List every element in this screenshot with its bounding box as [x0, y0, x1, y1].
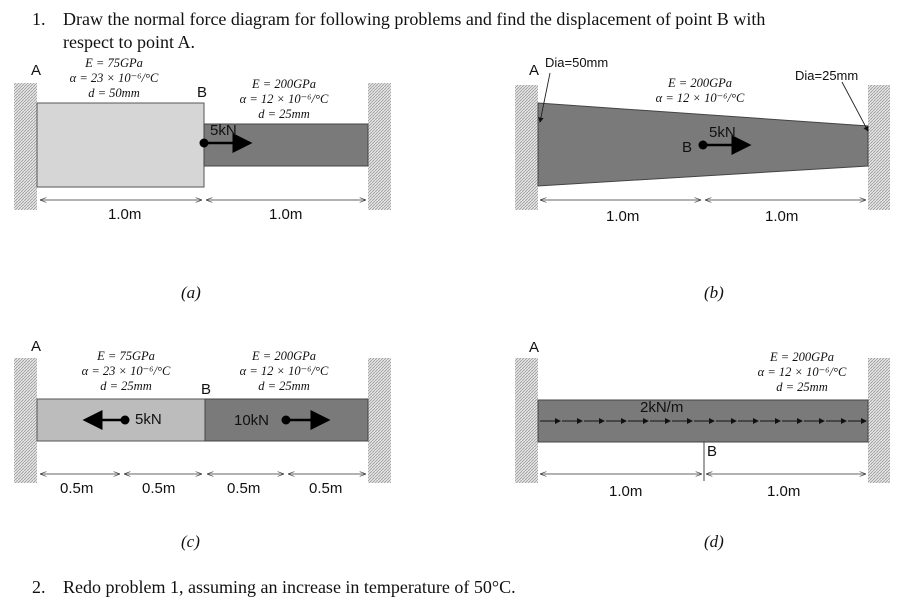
modulus: E = 200GPa	[252, 77, 316, 91]
force-label: 5kN	[709, 124, 736, 141]
expansion-coefficient: α = 23 × 10⁻⁶/°C	[81, 364, 171, 378]
modulus: E = 75GPa	[97, 349, 155, 363]
dim-label: 1.0m	[765, 208, 799, 225]
material-left-props	[54, 56, 174, 101]
wall-right	[868, 85, 890, 210]
dim-label: 1.0m	[767, 483, 801, 500]
diameter: d = 25mm	[258, 107, 310, 121]
material-right-props	[224, 349, 344, 394]
expansion-coefficient: α = 12 × 10⁻⁶/°C	[655, 91, 745, 105]
expansion-coefficient: α = 12 × 10⁻⁶/°C	[757, 365, 847, 379]
dim-label: 1.0m	[269, 206, 303, 223]
problem-2-text: Redo problem 1, assuming an increase in temperature of 50°C.	[63, 577, 516, 597]
force-left-label: 5kN	[135, 411, 162, 428]
modulus: E = 75GPa	[85, 56, 143, 70]
wall-right	[368, 358, 391, 483]
problem-1-line-1: Draw the normal force diagram for following problems and find the displacement of point B with	[63, 9, 766, 29]
problem-1-number: 1.	[32, 9, 46, 29]
diameter: d = 50mm	[88, 86, 140, 100]
modulus: E = 200GPa	[770, 350, 834, 364]
material-props	[742, 350, 862, 395]
caption-d: (d)	[704, 532, 724, 551]
dim-label: 1.0m	[609, 483, 643, 500]
caption-c: (c)	[181, 532, 200, 551]
point-a-label: A	[31, 62, 42, 79]
diameter: d = 25mm	[100, 379, 152, 393]
caption-b: (b)	[704, 283, 724, 302]
material-left-props	[66, 349, 186, 394]
dim-label: 1.0m	[606, 208, 640, 225]
wall-right	[868, 358, 890, 483]
force-right-label: 10kN	[234, 412, 270, 429]
point-a-label: A	[31, 338, 42, 355]
wall-left	[515, 85, 538, 210]
dim-label: 0.5m	[60, 480, 94, 497]
dia-right-label: Dia=25mm	[795, 68, 859, 83]
problem-2-number: 2.	[32, 577, 46, 597]
wall-left	[14, 358, 37, 483]
wall-left	[515, 358, 538, 483]
point-a-label: A	[529, 339, 540, 356]
wall-left	[14, 83, 37, 210]
problem-1-line-2: respect to point A.	[63, 32, 195, 52]
bar-aluminum	[37, 103, 204, 187]
force-label: 5kN	[210, 122, 237, 139]
expansion-coefficient: α = 23 × 10⁻⁶/°C	[69, 71, 159, 85]
point-a-label: A	[529, 62, 540, 79]
point-b-label: B	[197, 84, 208, 101]
dim-label: 1.0m	[108, 206, 142, 223]
wall-right	[368, 83, 391, 210]
material-props	[640, 76, 760, 106]
diameter: d = 25mm	[776, 380, 828, 394]
modulus: E = 200GPa	[668, 76, 732, 90]
caption-a: (a)	[181, 283, 201, 302]
dia-left-label: Dia=50mm	[545, 55, 609, 70]
point-b-label: B	[201, 381, 212, 398]
diameter: d = 25mm	[258, 379, 310, 393]
point-b-label: B	[707, 443, 718, 460]
modulus: E = 200GPa	[252, 349, 316, 363]
expansion-coefficient: α = 12 × 10⁻⁶/°C	[239, 92, 329, 106]
point-b-label: B	[682, 139, 693, 156]
expansion-coefficient: α = 12 × 10⁻⁶/°C	[239, 364, 329, 378]
distributed-load-label: 2kN/m	[640, 399, 684, 416]
material-right-props	[224, 77, 344, 122]
dia-leader-right	[842, 82, 868, 131]
dim-label: 0.5m	[309, 480, 343, 497]
dim-label: 0.5m	[142, 480, 176, 497]
dim-label: 0.5m	[227, 480, 261, 497]
